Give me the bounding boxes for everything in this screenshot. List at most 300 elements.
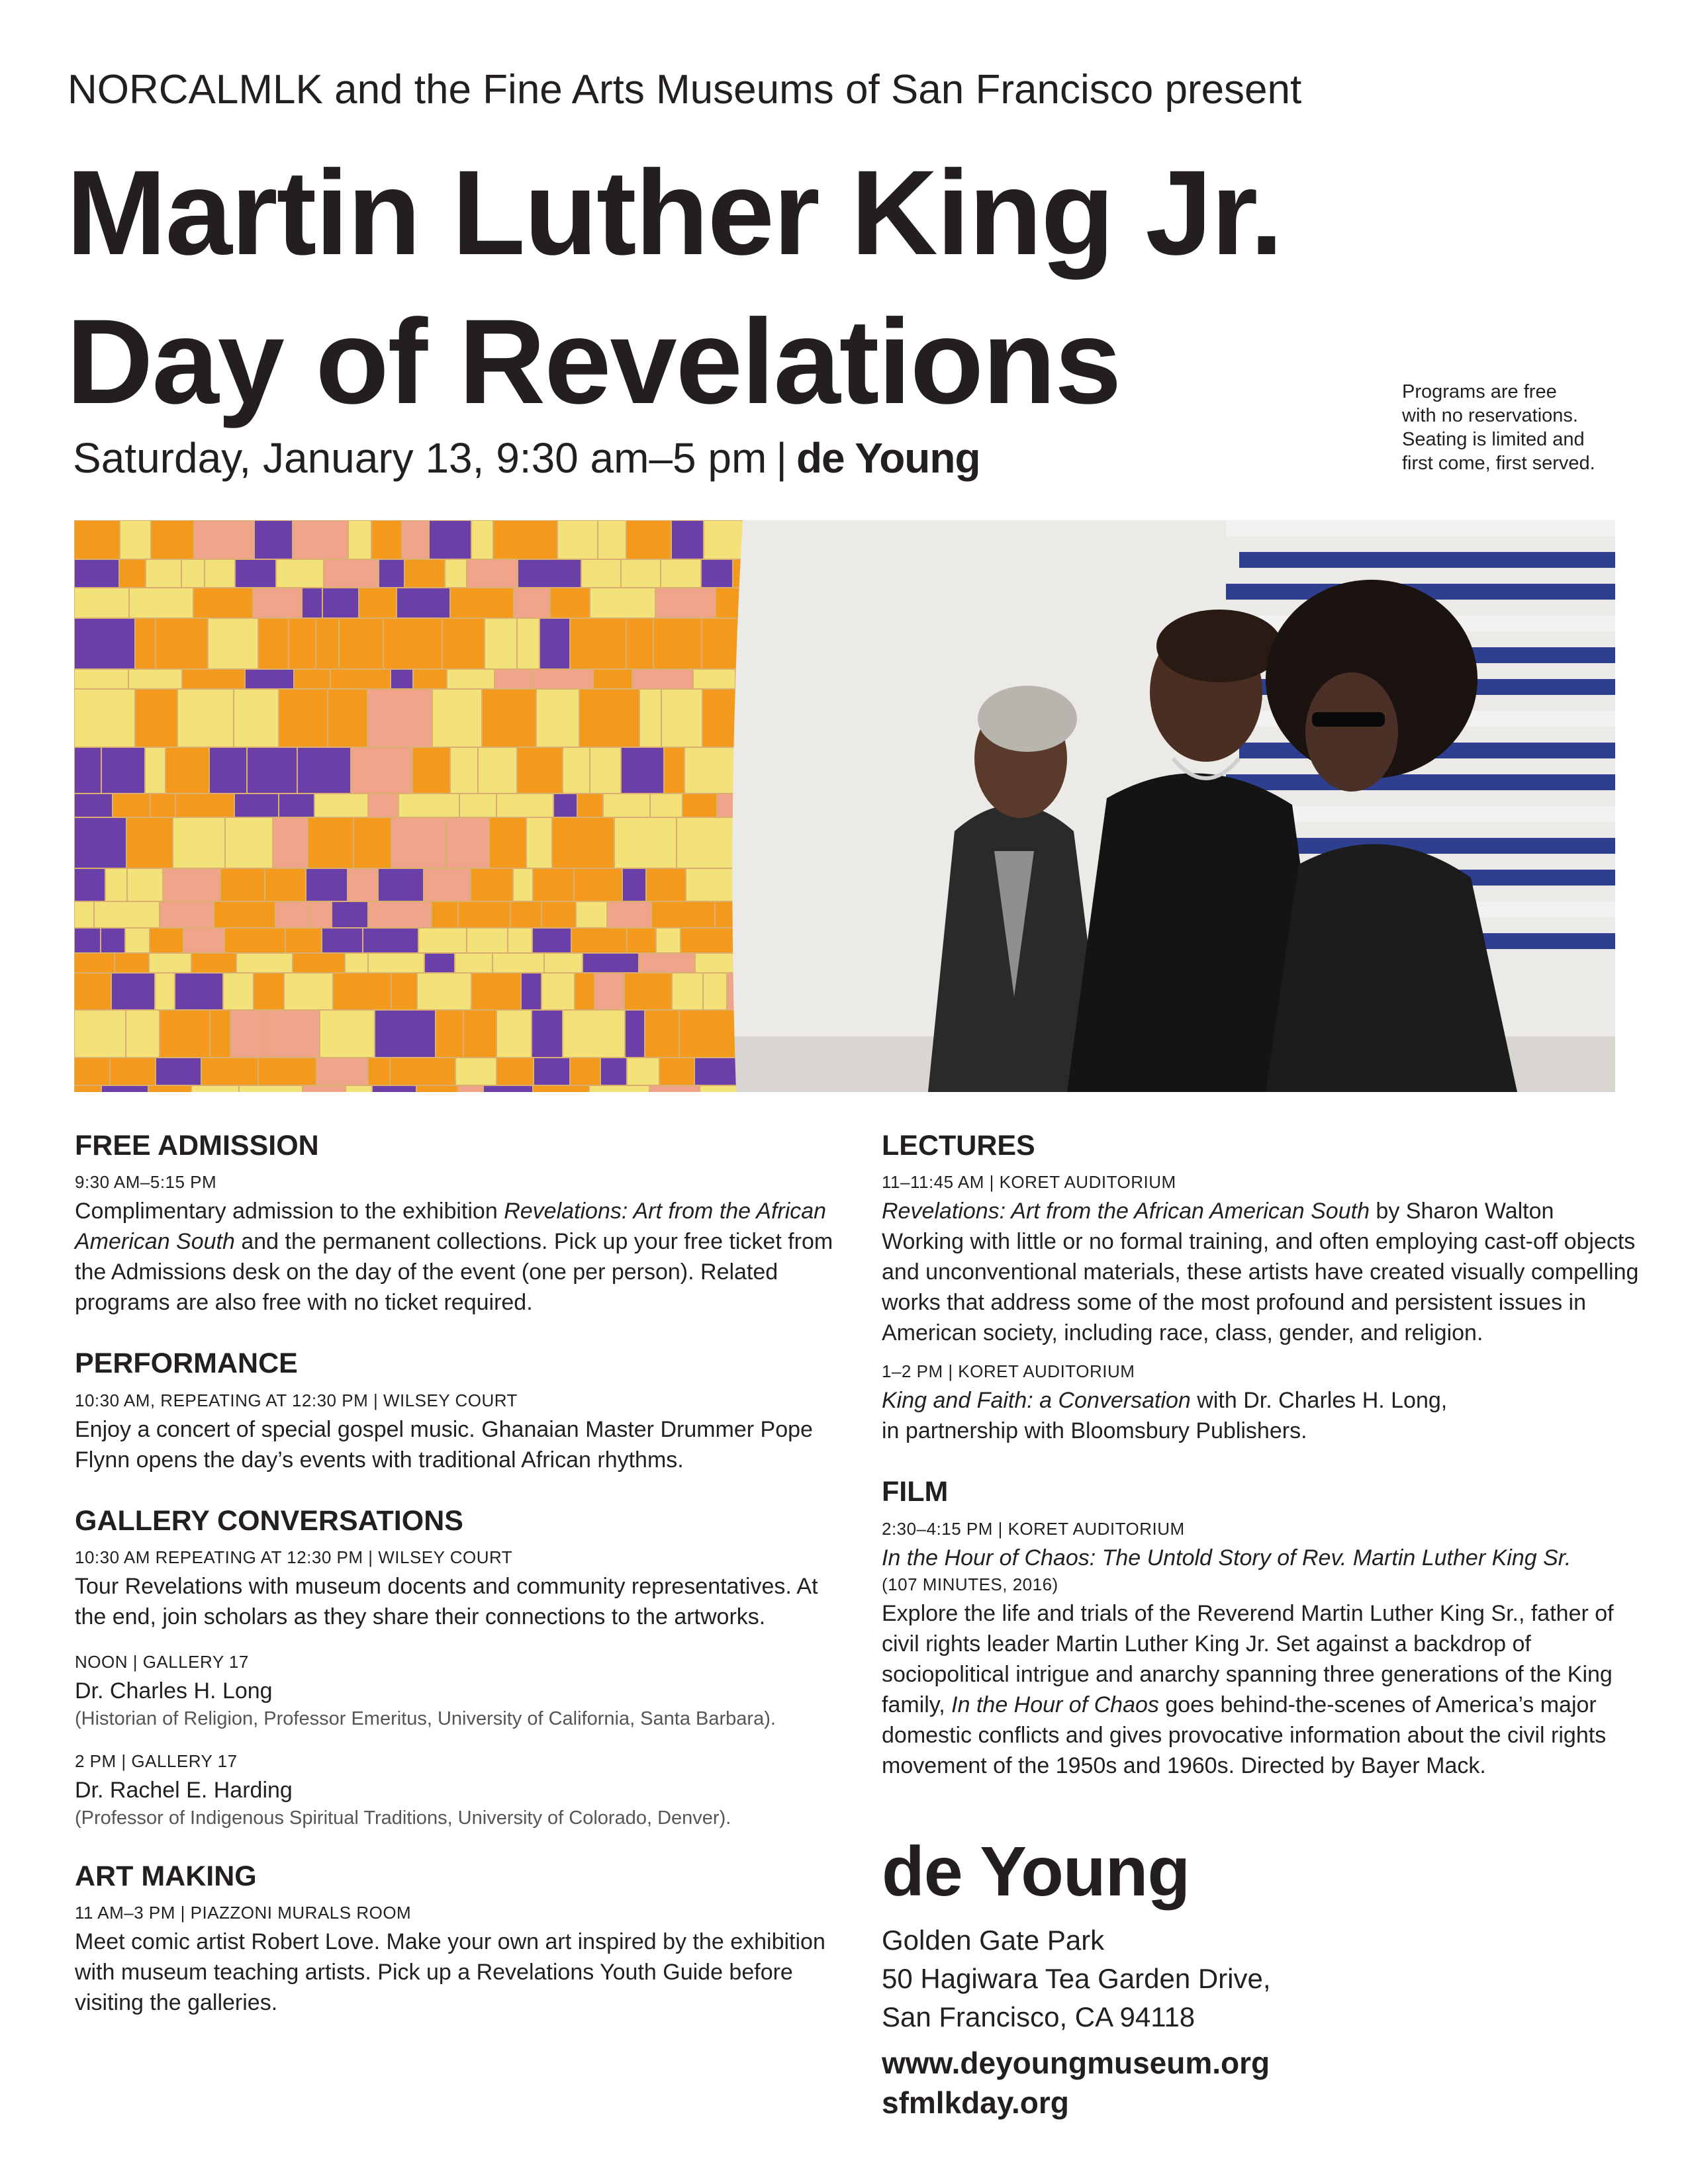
quilt-patch	[150, 794, 175, 817]
quilt-patch	[265, 868, 306, 901]
quilt-patch	[183, 928, 224, 953]
quilt-patch	[590, 747, 621, 794]
free-admission-text	[75, 1196, 843, 1318]
quilt-patch	[322, 928, 363, 953]
address-line-2: 50 Hagiwara Tea Garden Drive,	[882, 1963, 1271, 1994]
quilt-patch	[348, 868, 378, 901]
quilt-patch	[258, 1058, 316, 1085]
quilt-patch	[590, 588, 655, 618]
quilt-patch	[682, 794, 717, 817]
quilt-patch	[129, 588, 193, 618]
quilt-patch	[661, 559, 701, 588]
quilt-patch	[424, 953, 455, 973]
lecture-2-speaker: with Dr. Charles H. Long,	[1190, 1388, 1448, 1414]
presenter-line: NORCALMLK and the Fine Arts Museums of San Francisco present	[68, 67, 1302, 113]
quilt-patch	[664, 747, 684, 794]
quilt-patch	[234, 689, 279, 747]
lecture-1-title: Revelations: Art from the African American South	[882, 1199, 1370, 1224]
quilt-patch	[289, 618, 316, 669]
quilt-patch	[404, 559, 445, 588]
quilt-patch	[247, 747, 297, 794]
quilt-patch	[570, 1058, 600, 1085]
section-heading-lectures: LECTURES	[882, 1130, 1035, 1161]
note-line: Programs are free	[1402, 381, 1557, 402]
quilt-patch	[383, 618, 442, 669]
quilt-patch	[74, 1058, 110, 1085]
quilt-patch	[74, 1085, 101, 1092]
lecture-2-text: in partnership with Bloomsbury Publishers.	[882, 1418, 1307, 1444]
quilt-patch	[621, 559, 661, 588]
lecture-1-title-line	[882, 1196, 1650, 1226]
quilt-patch	[151, 520, 194, 559]
section-heading-film: FILM	[882, 1476, 949, 1508]
quilt-patch	[429, 520, 471, 559]
section-heading-art-making: ART MAKING	[75, 1860, 257, 1892]
quilt-patch	[680, 928, 735, 953]
quilt-patch	[254, 520, 293, 559]
section-heading-performance: PERFORMANCE	[75, 1347, 298, 1380]
quilt-patch	[544, 953, 583, 973]
quilt-patch	[594, 973, 624, 1010]
quilt-patch	[74, 747, 101, 794]
quilt-patch	[128, 669, 182, 689]
talk-1-description: (Historian of Religion, Professor Emeritus, University of California, Santa Barbara).	[75, 1707, 776, 1729]
text-run: Explore the life and trials of the Reverend Martin Luther King Sr., father of civil rights leader Martin Luther King Jr. Set against a backdrop of sociopolitical intrigue and anarchy spanning three generations of the King family,	[882, 1600, 1614, 1717]
quilt-patch	[557, 520, 598, 559]
talk-1-speaker: Dr. Charles H. Long	[75, 1678, 273, 1704]
section-heading-free-admission: FREE ADMISSION	[75, 1130, 319, 1161]
quilt-patch	[493, 520, 557, 559]
quilt-patch	[598, 520, 626, 559]
quilt-patch	[570, 618, 626, 669]
quilt-patch	[447, 669, 494, 689]
quilt-patch	[703, 973, 727, 1010]
quilt-patch	[399, 794, 459, 817]
quilt-patch	[175, 973, 223, 1010]
quilt-patch	[418, 928, 467, 953]
right-column	[882, 1130, 1650, 1781]
quilt-patch	[258, 618, 289, 669]
quilt-patch	[649, 1085, 700, 1092]
quilt-patch	[175, 794, 234, 817]
museum-website-link[interactable]: www.deyoungmuseum.org	[882, 2046, 1270, 2080]
quilt-patch	[632, 669, 693, 689]
quilt-patch	[581, 559, 621, 588]
quilt-patch	[482, 689, 536, 747]
quilt-patch	[120, 520, 151, 559]
quilt-patch	[684, 747, 738, 794]
film-time: 2:30–4:15 PM | KORET AUDITORIUM	[882, 1518, 1185, 1539]
quilt-patch	[583, 953, 639, 973]
quilt-patch	[339, 618, 383, 669]
quilt-patch	[672, 973, 703, 1010]
performance-text: Enjoy a concert of special gospel music. Ghanaian Master Drummer Pope Flynn opens the day’s events with traditional African rhythms.	[75, 1416, 813, 1473]
talk-1-time: NOON | GALLERY 17	[75, 1651, 249, 1672]
quilt-patch	[127, 868, 163, 901]
quilt-patch	[494, 669, 532, 689]
venue-name: de Young	[796, 434, 980, 482]
quilt-patch	[314, 794, 368, 817]
quilt-patch	[646, 868, 686, 901]
quilt-patch	[459, 794, 496, 817]
quilt-patch	[550, 588, 590, 618]
note-line: Seating is limited and	[1402, 429, 1585, 450]
quilt-patch	[146, 559, 181, 588]
quilt-patch	[368, 901, 432, 928]
quilt-patch	[541, 973, 575, 1010]
quilt-patch	[416, 1085, 458, 1092]
quilt-patch	[521, 973, 541, 1010]
text-run: goes behind-the-scenes of America’s major domestic conflicts and gives provocative information about the civil rights movement of the 1950s and 1960s. Directed by Bayer Mack.	[882, 1692, 1607, 1778]
quilt-patch	[275, 901, 309, 928]
quilt-stripe	[1226, 520, 1615, 536]
quilt-patch	[577, 794, 603, 817]
quilt-patch	[445, 817, 489, 868]
quilt-patch	[368, 1058, 390, 1085]
quilt-patch	[328, 689, 367, 747]
quilt-patch	[533, 868, 574, 901]
quilt-patch	[345, 953, 368, 973]
quilt-patch	[74, 520, 120, 559]
quilt-patch	[496, 1058, 534, 1085]
quilt-patch	[445, 559, 467, 588]
quilt-patch	[101, 747, 145, 794]
venue-logo-text: de Young	[882, 1833, 1190, 1911]
quilt-patch	[205, 559, 235, 588]
quilt-patch	[363, 928, 418, 953]
quilt-patch	[576, 901, 607, 928]
quilt-patch	[234, 794, 279, 817]
quilt-patch	[353, 817, 391, 868]
quilt-patch	[391, 973, 417, 1010]
lecture-1-time: 11–11:45 AM | KORET AUDITORIUM	[882, 1172, 1176, 1193]
quilt-patch	[624, 973, 672, 1010]
quilt-patch	[348, 520, 371, 559]
quilt-patch	[210, 1010, 230, 1058]
quilt-patch	[359, 588, 397, 618]
quilt-patch	[74, 618, 135, 669]
quilt-patch	[74, 973, 111, 1010]
quilt-patch	[303, 1085, 346, 1092]
quilt-patch	[333, 973, 391, 1010]
quilt-patch	[74, 953, 115, 973]
quilt-patch	[156, 1058, 201, 1085]
quilt-patch	[417, 973, 471, 1010]
quilt-patch	[119, 559, 146, 588]
quilt-patch	[571, 928, 627, 953]
quilt-patch	[496, 1010, 532, 1058]
quilt-patch	[74, 588, 129, 618]
quilt-patch	[621, 747, 664, 794]
date-line	[73, 433, 980, 482]
quilt-patch	[236, 953, 293, 973]
quilt-patch	[302, 588, 322, 618]
quilt-patch	[517, 618, 539, 669]
quilt-patch	[510, 901, 541, 928]
quilt-patch	[322, 588, 359, 618]
quilt-patch	[413, 669, 447, 689]
quilt-patch	[514, 588, 550, 618]
quilt-patch	[346, 1085, 372, 1092]
quilt-patch	[368, 953, 424, 973]
text-run: Complimentary admission to the exhibition	[75, 1199, 504, 1224]
quilt-patch	[450, 588, 514, 618]
quilt-patch	[614, 817, 677, 868]
quilt-patch	[208, 618, 258, 669]
quilt-patch	[235, 559, 276, 588]
quilt-patch	[532, 1010, 563, 1058]
quilt-patch	[455, 1058, 496, 1085]
hero-photo	[74, 520, 1615, 1092]
quilt-patch	[513, 868, 533, 901]
quilt-patch	[600, 1058, 627, 1085]
date-time: Saturday, January 13, 9:30 am–5 pm	[73, 434, 767, 482]
quilt-patch	[650, 794, 682, 817]
quilt-patch	[126, 817, 173, 868]
quilt-patch	[661, 689, 702, 747]
quilt-patch	[478, 747, 517, 794]
lecture-1-speaker: by Sharon Walton	[1369, 1199, 1554, 1224]
quilt-patch	[379, 559, 404, 588]
quilt-patch	[191, 1085, 239, 1092]
quilt-patch	[74, 689, 135, 747]
quilt-patch	[126, 1010, 160, 1058]
lecture-2-title-line	[882, 1385, 1650, 1416]
quilt-patch	[245, 669, 294, 689]
quilt-patch	[182, 669, 245, 689]
quilt-patch	[651, 901, 715, 928]
quilt-patch	[607, 901, 651, 928]
quilt-patch	[533, 1085, 589, 1092]
quilt-patch	[639, 689, 661, 747]
gallery-time: 10:30 AM REPEATING AT 12:30 PM | WILSEY COURT	[75, 1547, 513, 1567]
quilt-patch	[351, 747, 412, 794]
quilt-patch	[375, 1010, 436, 1058]
quilt-patch	[160, 1010, 210, 1058]
gallery-text: Tour Revelations with museum docents and community representatives. At the end, join scholars as they share their connections to the artworks.	[75, 1573, 818, 1629]
separator: |	[776, 434, 787, 482]
event-title-line-2: Day of Revelations	[66, 294, 1121, 429]
quilt-patch	[378, 868, 424, 901]
free-admission-time: 9:30 AM–5:15 PM	[75, 1172, 217, 1193]
film-text	[882, 1598, 1650, 1781]
quilt-patch	[150, 928, 183, 953]
quilt-patch	[74, 1010, 126, 1058]
quilt-patch	[225, 817, 273, 868]
quilt-patch	[223, 973, 254, 1010]
quilt-patch	[209, 747, 247, 794]
quilt-left	[74, 520, 791, 1092]
quilt-patch	[639, 953, 695, 973]
quilt-patch	[316, 1058, 368, 1085]
quilt-patch	[193, 588, 253, 618]
quilt-patch	[74, 559, 119, 588]
quilt-patch	[483, 1085, 533, 1092]
quilt-patch	[656, 928, 680, 953]
quilt-patch	[655, 588, 716, 618]
quilt-patch	[508, 928, 532, 953]
quilt-patch	[463, 1010, 496, 1058]
quilt-patch	[467, 928, 508, 953]
quilt-patch	[458, 901, 510, 928]
quilt-patch	[74, 669, 128, 689]
quilt-patch	[155, 973, 175, 1010]
quilt-patch	[74, 794, 113, 817]
quilt-patch	[74, 928, 101, 953]
quilt-patch	[627, 1058, 659, 1085]
quilt-patch	[316, 618, 339, 669]
quilt-patch	[163, 868, 220, 901]
quilt-patch	[485, 618, 517, 669]
art-making-time: 11 AM–3 PM | PIAZZONI MURALS ROOM	[75, 1903, 412, 1923]
quilt-patch	[402, 520, 429, 559]
quilt-patch	[135, 689, 177, 747]
quilt-patch	[693, 669, 735, 689]
quilt-patch	[659, 1058, 694, 1085]
quilt-patch	[165, 747, 209, 794]
quilt-patch	[230, 1010, 265, 1058]
quilt-patch	[273, 817, 308, 868]
quilt-patch	[148, 1085, 191, 1092]
quilt-patch	[532, 928, 571, 953]
quilt-patch	[701, 559, 733, 588]
quilt-patch	[432, 689, 482, 747]
quilt-patch	[191, 953, 236, 973]
quilt-patch	[526, 817, 552, 868]
quilt-patch	[593, 669, 632, 689]
quilt-patch	[579, 689, 639, 747]
quilt-patch	[284, 973, 333, 1010]
quilt-patch	[279, 689, 328, 747]
performance-time: 10:30 AM, REPEATING AT 12:30 PM | WILSEY COURT	[75, 1390, 518, 1410]
quilt-patch	[330, 669, 391, 689]
quilt-patch	[194, 520, 254, 559]
quilt-patch	[450, 747, 478, 794]
quilt-patch	[412, 747, 450, 794]
quilt-patch	[589, 1085, 649, 1092]
quilt-patch	[436, 1010, 463, 1058]
quilt-patch	[239, 1085, 303, 1092]
quilt-patch	[424, 868, 471, 901]
quilt-patch	[367, 689, 432, 747]
quilt-patch	[156, 618, 208, 669]
quilt-patch	[101, 928, 125, 953]
quilt-patch	[224, 928, 285, 953]
quilt-patch	[455, 953, 492, 973]
talk-2-speaker: Dr. Rachel E. Harding	[75, 1777, 293, 1803]
exhibition-title: Revelations: Art from the African American South	[75, 1199, 827, 1255]
quilt-patch	[645, 1010, 679, 1058]
film-title: In the Hour of Chaos: The Untold Story of Rev. Martin Luther King Sr.	[882, 1545, 1571, 1570]
quilt-patch	[220, 868, 265, 901]
quilt-patch	[492, 953, 544, 973]
event-title-line-1: Martin Luther King Jr.	[66, 145, 1282, 280]
quilt-patch	[135, 618, 156, 669]
quilt-patch	[253, 588, 302, 618]
quilt-patch	[149, 953, 191, 973]
quilt-patch	[471, 973, 521, 1010]
quilt-patch	[324, 559, 379, 588]
quilt-patch	[111, 973, 155, 1010]
quilt-patch	[391, 817, 445, 868]
note-line: with no reservations.	[1402, 405, 1578, 426]
quilt-patch	[391, 669, 413, 689]
quilt-patch	[145, 747, 165, 794]
left-column	[75, 1130, 843, 2018]
quilt-patch	[432, 901, 458, 928]
quilt-patch	[442, 618, 485, 669]
quilt-patch	[563, 747, 590, 794]
quilt-patch	[517, 747, 563, 794]
quilt-patch	[74, 901, 94, 928]
quilt-patch	[397, 588, 450, 618]
quilt-patch	[265, 1010, 320, 1058]
talk-2-description: (Professor of Indigenous Spiritual Traditions, University of Colorado, Denver).	[75, 1807, 731, 1829]
quilt-patch	[532, 669, 593, 689]
quilt-patch	[173, 817, 225, 868]
quilt-patch	[201, 1058, 258, 1085]
quilt-patch	[671, 520, 704, 559]
quilt-patch	[101, 1085, 148, 1092]
quilt-patch	[309, 901, 332, 928]
section-heading-gallery-conversations: GALLERY CONVERSATIONS	[75, 1504, 463, 1537]
quilt-patch	[518, 559, 581, 588]
quilt-patch	[332, 901, 368, 928]
quilt-patch	[539, 618, 570, 669]
photo-illustration	[74, 520, 1615, 1092]
venue-address-block	[882, 1833, 1610, 2122]
quilt-patch	[113, 794, 150, 817]
quilt-patch	[320, 1010, 375, 1058]
free-programs-note	[1402, 380, 1640, 475]
quilt-patch	[553, 794, 577, 817]
quilt-patch	[214, 901, 275, 928]
quilt-patch	[293, 520, 348, 559]
quilt-patch	[308, 817, 353, 868]
quilt-patch	[294, 669, 330, 689]
quilt-patch	[489, 817, 526, 868]
address-line-3: San Francisco, CA 94118	[882, 2001, 1196, 2032]
film-runtime: (107 MINUTES, 2016)	[882, 1574, 1058, 1594]
mlk-day-website-link[interactable]: sfmlkday.org	[882, 2085, 1069, 2120]
quilt-patch	[467, 559, 518, 588]
quilt-patch	[125, 928, 150, 953]
quilt-patch	[74, 817, 126, 868]
quilt-patch	[115, 953, 149, 973]
quilt-stripe	[1239, 552, 1615, 568]
quilt-patch	[458, 1085, 483, 1092]
quilt-patch	[285, 928, 322, 953]
quilt-patch	[306, 868, 348, 901]
quilt-patch	[702, 618, 740, 669]
quilt-patch	[254, 973, 284, 1010]
quilt-patch	[297, 747, 351, 794]
quilt-patch	[74, 868, 105, 901]
quilt-patch	[563, 1010, 625, 1058]
quilt-patch	[626, 618, 653, 669]
quilt-patch	[372, 1085, 416, 1092]
quilt-patch	[181, 559, 205, 588]
quilt-patch	[653, 618, 702, 669]
quilt-patch	[110, 1058, 156, 1085]
note-line: first come, first served.	[1402, 453, 1595, 474]
quilt-patch	[627, 928, 656, 953]
quilt-patch	[371, 520, 402, 559]
quilt-patch	[603, 794, 650, 817]
quilt-patch	[496, 794, 553, 817]
address-line-1: Golden Gate Park	[882, 1925, 1105, 1956]
quilt-patch	[471, 520, 493, 559]
